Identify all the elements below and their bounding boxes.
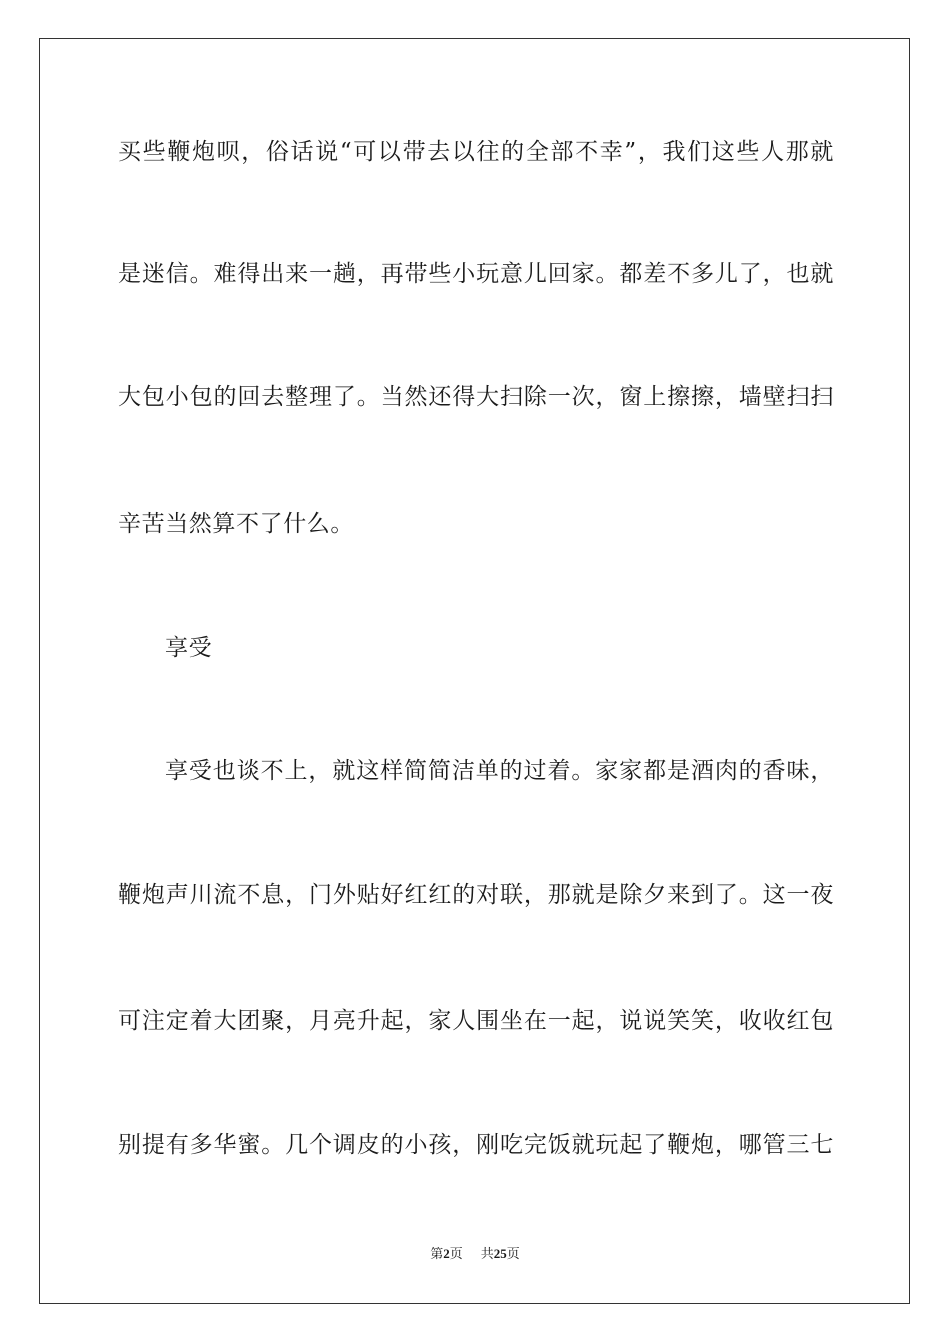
page-border	[39, 38, 910, 1304]
text-line-3: 大包小包的回去整理了。当然还得大扫除一次，窗上擦擦，墙壁扫扫	[118, 384, 834, 410]
page-footer	[0, 1245, 950, 1264]
text-line-6: 享受也谈不上，就这样简简洁单的过着。家家都是酒肉的香味，	[165, 758, 834, 784]
text-line-2: 是迷信。难得出来一趟，再带些小玩意儿回家。都差不多儿了，也就	[118, 261, 834, 287]
section-heading: 享受	[165, 635, 213, 661]
page-number: 2	[443, 1246, 450, 1261]
text-line-1: 买些鞭炮呗，俗话说“可以带去以往的全部不幸”，我们这些人那就	[118, 139, 834, 165]
text-line-4: 辛苦当然算不了什么。	[118, 511, 354, 537]
page-prefix: 第	[430, 1247, 444, 1262]
text-line-7: 鞭炮声川流不息，门外贴好红红的对联，那就是除夕来到了。这一夜	[118, 882, 834, 908]
total-pages: 25	[493, 1246, 507, 1261]
text-line-9: 别提有多华蜜。几个调皮的小孩，刚吃完饭就玩起了鞭炮，哪管三七	[118, 1132, 834, 1158]
text-line-8: 可注定着大团聚，月亮升起，家人围坐在一起，说说笑笑，收收红包	[118, 1008, 834, 1034]
total-suffix: 页	[506, 1247, 520, 1262]
page-suffix: 页	[449, 1247, 463, 1262]
total-prefix: 共	[480, 1247, 494, 1262]
